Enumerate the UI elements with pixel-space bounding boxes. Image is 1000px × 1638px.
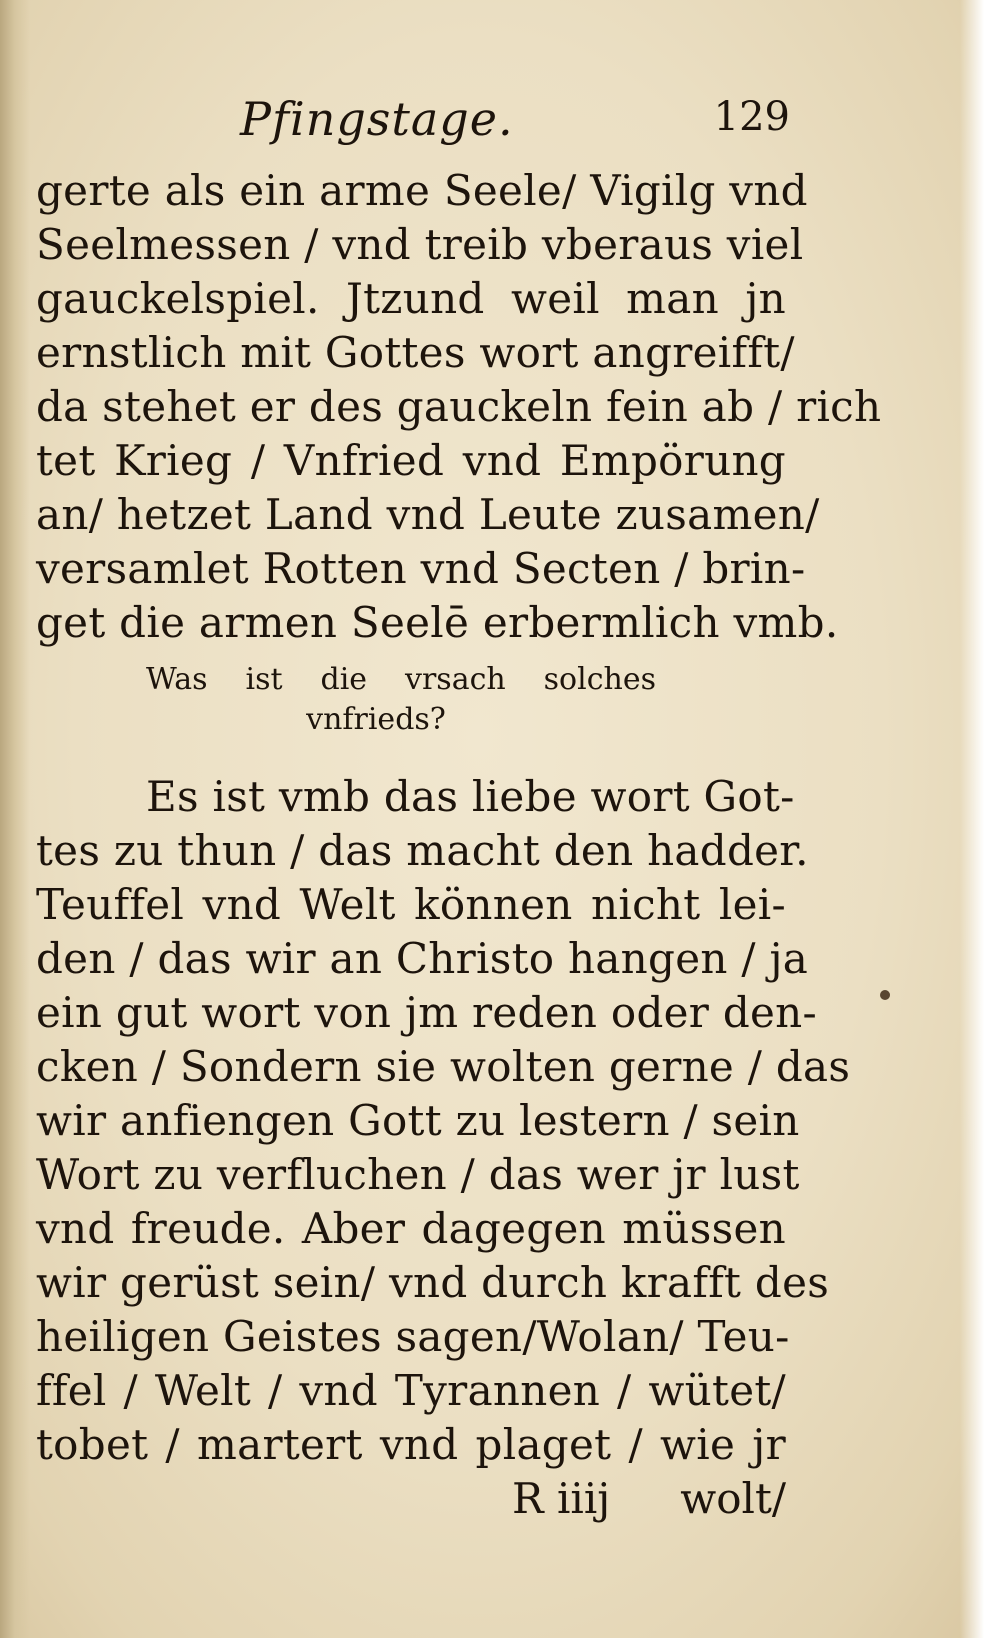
text-line: gauckelspiel. Jtzund weil man jn	[36, 274, 786, 323]
text-line: an/ hetzet Land vnd Leute zusamen/	[36, 490, 820, 539]
running-title: Pfingstage.	[240, 92, 514, 146]
text-line: vnd freude. Aber dagegen müssen	[36, 1204, 786, 1253]
text-line: Es ist vmb das liebe wort Got-	[146, 772, 795, 821]
page-edge	[960, 0, 1000, 1638]
signature-mark: R iiij	[512, 1474, 611, 1523]
text-line: wir gerüst sein/ vnd durch krafft des	[36, 1258, 830, 1307]
page-header	[230, 92, 790, 152]
text-line: heiligen Geistes sagen/Wolan/ Teu-	[36, 1312, 790, 1361]
catchword: wolt/	[680, 1474, 786, 1523]
text-line: wir anfiengen Gott zu lestern / sein	[36, 1096, 800, 1145]
question-heading: vnfrieds?	[306, 702, 446, 737]
text-line: tobet / martert vnd plaget / wie jr	[36, 1420, 786, 1469]
text-line: get die armen Seelē erbermlich vmb.	[36, 598, 839, 647]
text-line: ffel / Welt / vnd Tyrannen / wütet/	[36, 1366, 786, 1415]
text-line: tet Krieg / Vnfried vnd Empörung	[36, 436, 786, 485]
page-footer-line	[36, 1472, 786, 1526]
text-line: da stehet er des gauckeln fein ab / rich	[36, 382, 882, 431]
question-heading: Was ist die vrsach solches	[146, 662, 656, 697]
text-line: Wort zu verfluchen / das wer jr lust	[36, 1150, 800, 1199]
text-line: den / das wir an Christo hangen / ja	[36, 934, 809, 983]
ink-spot	[880, 990, 890, 1000]
text-line: Seelmessen / vnd treib vberaus viel	[36, 220, 804, 269]
text-line: ein gut wort von jm reden oder den-	[36, 988, 818, 1037]
text-line: Teuffel vnd Welt können nicht lei-	[36, 880, 786, 929]
text-block	[36, 164, 882, 1526]
text-line: cken / Sondern sie wolten gerne / das	[36, 1042, 851, 1091]
page-number: 129	[713, 94, 790, 140]
text-line: gerte als ein arme Seele/ Vigilg vnd	[36, 166, 808, 215]
text-line: ernstlich mit Gottes wort angreifft/	[36, 328, 795, 377]
text-line: versamlet Rotten vnd Secten / brin-	[36, 544, 806, 593]
gutter-shadow	[0, 0, 30, 1638]
text-line: tes zu thun / das macht den hadder.	[36, 826, 809, 875]
